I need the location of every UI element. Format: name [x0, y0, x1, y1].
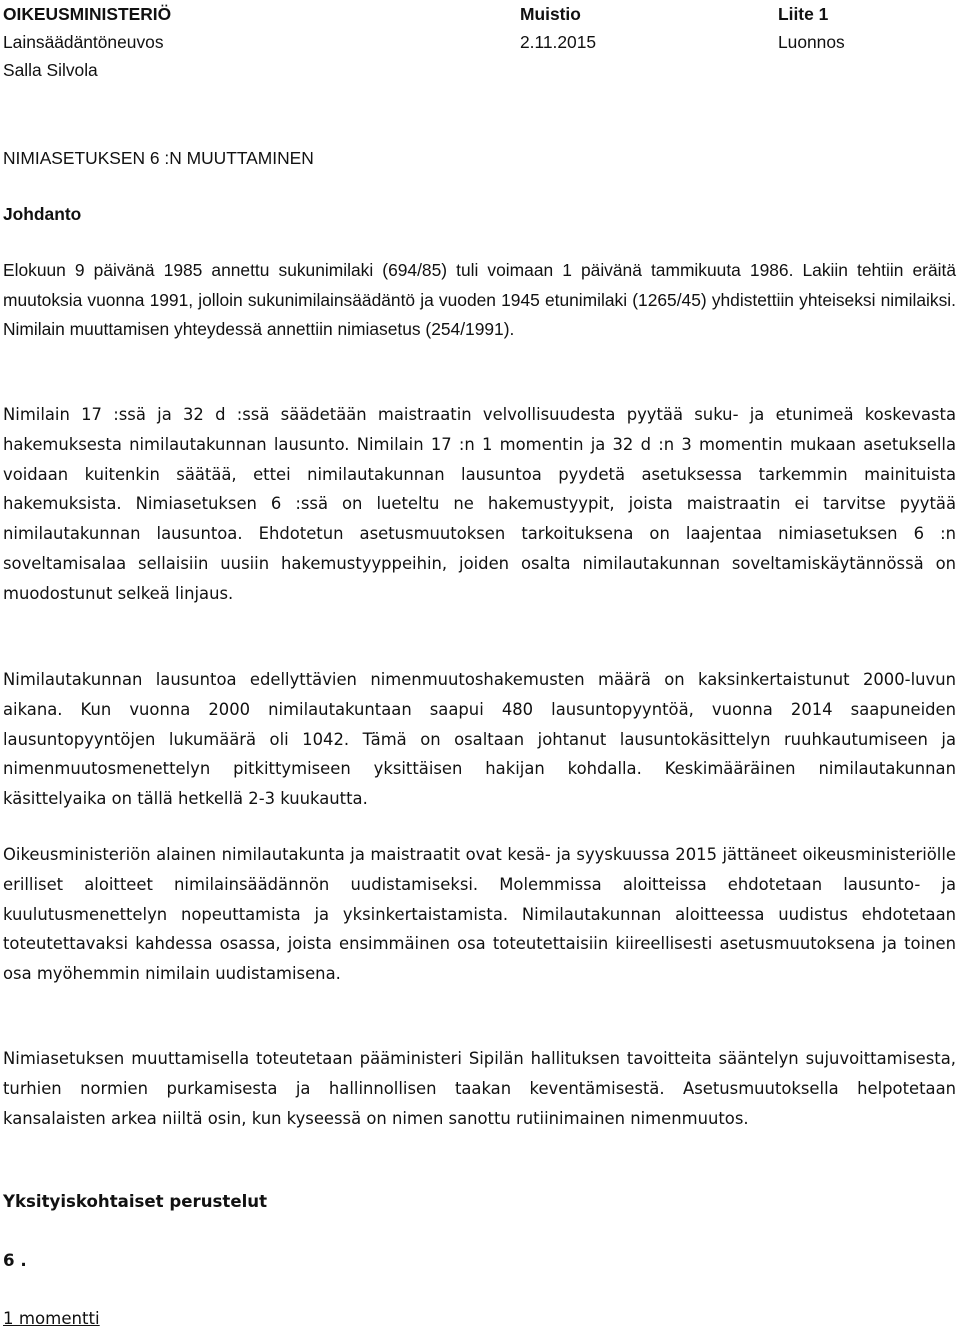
document-title: NIMIASETUKSEN 6 :N MUUTTAMINEN — [3, 148, 314, 168]
details-heading: Yksityiskohtaiset perustelut — [3, 1192, 268, 1211]
header-row-3 — [3, 56, 956, 84]
section-number: 6 . — [3, 1251, 27, 1270]
paragraph-5: Nimiasetuksen muuttamisella toteutetaan pääministeri Sipilän hallituksen tavoitteita sääntelyn sujuvoittamisesta, turhien normien purkamisesta ja hallinnollisen taakan keventämisestä. Asetusmuutoksella helpotetaan kansalaisten arkea niiltä osin, kun kyseessä on nimen sanottu rutiinimainen nimenmuutos. — [3, 1049, 956, 1128]
header-row-2 — [3, 28, 956, 56]
subsection-link[interactable]: 1 momentti — [3, 1309, 100, 1328]
document-type: Muistio — [520, 4, 581, 24]
attachment-label: Liite 1 — [778, 4, 829, 24]
document-date: 2.11.2015 — [520, 32, 597, 52]
paragraph-1: Elokuun 9 päivänä 1985 annettu sukunimilaki (694/85) tuli voimaan 1 päivänä tammikuuta 1986. Lakiin tehtiin eräitä muutoksia vuonna 1991, jolloin sukunimilainsäädäntö ja vuoden 1945 etunimilaki (1265/45) yhdistettiin yhteiseksi nimilaiksi. Nimilain muuttamisen yhteydessä annettiin nimiasetus (254/1991). — [3, 260, 956, 340]
intro-heading: Johdanto — [3, 204, 82, 224]
document-status: Luonnos — [778, 32, 845, 52]
paragraph-2: Nimilain 17 :ssä ja 32 d :ssä säädetään maistraatin velvollisuudesta pyytää suku- ja etunimeä koskevasta hakemuksesta nimilautakunnan lausunto. Nimilain 17 :n 1 momentin ja 32 d :n 3 momentin mukaan asetuksella voidaan kuitenkin säätää, ettei nimilautakunnan lausuntoa pyydetä asetuksessa tarkemmin mainituista hakemuksista. Nimiasetuksen 6 :ssä on lueteltu ne hakemustyypit, joista maistraatin ei tarvitse pyytää nimilautakunnan lausuntoa. Ehdotetun asetusmuutoksen tarkoituksena on laajentaa nimiasetuksen 6 :n soveltamisalaa sellaisiin uusiin hakemustyyppeihin, joiden osalta nimilautakunnan soveltamiskäytännössä on muodostunut selkeä linjaus. — [3, 405, 956, 603]
paragraph-4: Oikeusministeriön alainen nimilautakunta ja maistraatit ovat kesä- ja syyskuussa 2015 jättäneet oikeusministeriölle erilliset aloitteet nimilainsäädännön uudistamiseksi. Molemmissa aloitteissa ehdotetaan lausunto- ja kuulutusmenettelyn nopeuttamista ja yksinkertaistamista. Nimilautakunnan aloitteessa uudistus ehdotetaan toteutettavaksi kahdessa osassa, joista ensimmäinen osa toteutettaisiin kiireellisesti asetusmuutoksena ja toinen osa myöhemmin nimilain uudistamisena. — [3, 845, 956, 984]
header-row-1 — [3, 0, 956, 28]
author-name: Salla Silvola — [3, 60, 98, 80]
paragraph-3: Nimilautakunnan lausuntoa edellyttävien nimenmuutoshakemusten määrä on kaksinkertaistunut 2000-luvun aikana. Kun vuonna 2000 nimilautakuntaan saapui 480 lausuntopyyntöä, vuonna 2014 saapuneiden lausuntopyyntöjen lukumäärä oli 1042. Tämä on osaltaan johtanut lausuntokäsittelyn ruuhkautumiseen ja nimenmuutosmenettelyn pitkittymiseen yksittäisen hakijan kohdalla. Keskimääräinen nimilautakunnan käsittelyaika on tällä hetkellä 2-3 kuukautta. — [3, 670, 956, 809]
ministry-name: OIKEUSMINISTERIÖ — [3, 4, 172, 24]
department-title: Lainsäädäntöneuvos — [3, 32, 164, 52]
